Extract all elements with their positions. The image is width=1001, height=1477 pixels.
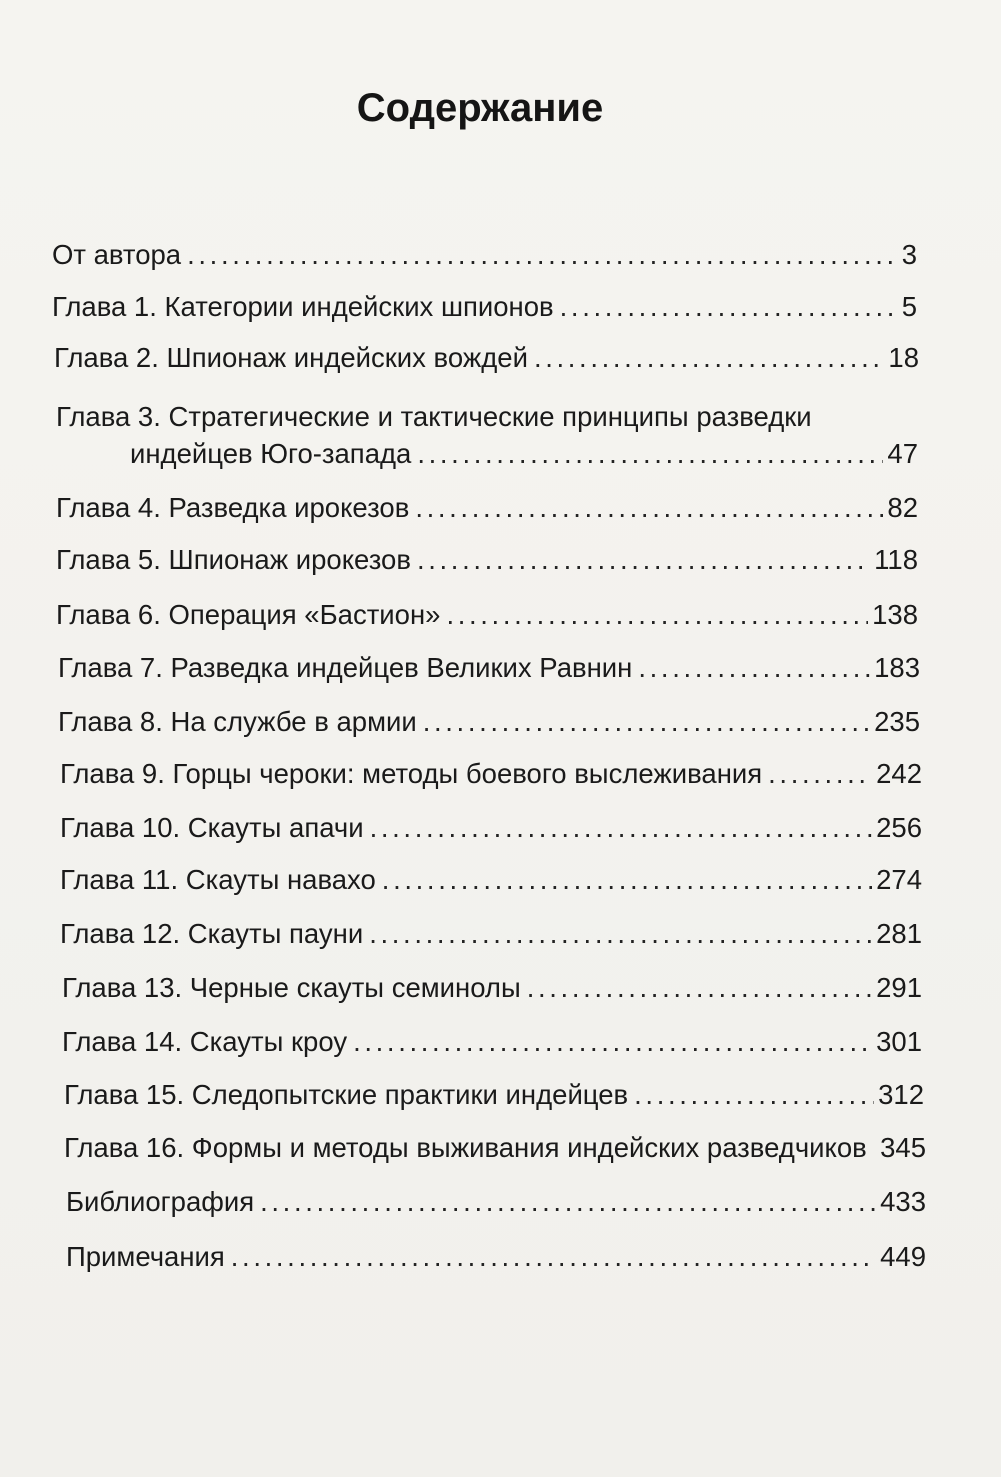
toc-entry-page: 433 bbox=[880, 1186, 926, 1217]
toc-entry-label: Глава 14. Скауты кроу bbox=[62, 1026, 348, 1057]
dot-leader bbox=[353, 1025, 872, 1059]
dot-leader bbox=[382, 863, 872, 897]
toc-entry-page: 242 bbox=[876, 758, 922, 789]
dot-leader bbox=[560, 290, 898, 324]
toc-entry-author[interactable] bbox=[52, 238, 917, 272]
toc-entry-chapter-13[interactable] bbox=[62, 971, 922, 1005]
dot-leader bbox=[231, 1240, 876, 1274]
toc-entry-chapter-4[interactable] bbox=[56, 491, 918, 525]
toc-entry-page: 281 bbox=[876, 918, 922, 949]
toc-entry-page: 256 bbox=[876, 812, 922, 843]
toc-entry-label: индейцев Юго-запада bbox=[130, 438, 412, 469]
toc-entry-notes[interactable] bbox=[66, 1240, 926, 1274]
toc-entry-chapter-9[interactable] bbox=[60, 757, 922, 791]
toc-entry-chapter-12[interactable] bbox=[60, 917, 922, 951]
toc-entry-label: Глава 9. Горцы чероки: методы боевого выслеживания bbox=[60, 758, 763, 789]
dot-leader bbox=[423, 705, 870, 739]
dot-leader bbox=[638, 651, 870, 685]
dot-leader bbox=[534, 341, 884, 375]
dot-leader bbox=[260, 1185, 876, 1219]
toc-entry-page: 5 bbox=[901, 291, 917, 322]
toc-entry-page: 3 bbox=[901, 239, 917, 270]
toc-entry-page: 183 bbox=[874, 652, 920, 683]
dot-leader bbox=[768, 757, 872, 791]
toc-entry-page: 274 bbox=[876, 864, 922, 895]
toc-entry-label: Глава 15. Следопытские практики индейцев bbox=[64, 1079, 629, 1110]
dot-leader bbox=[187, 238, 898, 272]
toc-entry-label: Глава 3. Стратегические и тактические принципы разведки bbox=[56, 401, 812, 432]
toc-entry-page: 449 bbox=[880, 1241, 926, 1272]
toc-entry-bibliography[interactable] bbox=[66, 1185, 926, 1219]
toc-entry-page: 345 bbox=[880, 1132, 926, 1163]
toc-entry-chapter-3[interactable] bbox=[130, 437, 918, 471]
toc-entry-chapter-2[interactable] bbox=[54, 341, 919, 375]
toc-entry-chapter-5[interactable] bbox=[56, 543, 918, 577]
toc-entry-label: Глава 7. Разведка индейцев Великих Равнин bbox=[58, 652, 633, 683]
dot-leader bbox=[446, 598, 868, 632]
toc-entry-chapter-6[interactable] bbox=[56, 598, 918, 632]
toc-entry-label: Глава 5. Шпионаж ирокезов bbox=[56, 544, 411, 575]
toc-entry-label: Библиография bbox=[66, 1186, 255, 1217]
dot-leader bbox=[369, 917, 872, 951]
toc-entry-chapter-7[interactable] bbox=[58, 651, 920, 685]
toc-entry-label: Глава 10. Скауты апачи bbox=[60, 812, 364, 843]
dot-leader bbox=[417, 437, 883, 471]
toc-entry-chapter-1[interactable] bbox=[52, 290, 917, 324]
toc-entry-label: Глава 6. Операция «Бастион» bbox=[56, 599, 441, 630]
toc-entry-label: Глава 16. Формы и методы выживания индейских разведчиков bbox=[64, 1132, 867, 1163]
toc-entry-label: Глава 8. На службе в армии bbox=[58, 706, 417, 737]
toc-entry-chapter-15[interactable] bbox=[64, 1078, 924, 1112]
dot-leader bbox=[370, 811, 873, 845]
toc-entry-label: Глава 12. Скауты пауни bbox=[60, 918, 364, 949]
toc-entry-label: Глава 11. Скауты навахо bbox=[60, 864, 376, 895]
toc-entry-chapter-8[interactable] bbox=[58, 705, 920, 739]
dot-leader bbox=[417, 543, 870, 577]
dot-leader bbox=[527, 971, 872, 1005]
dot-leader bbox=[634, 1078, 874, 1112]
toc-entry-page: 18 bbox=[888, 342, 919, 373]
dot-leader bbox=[873, 1131, 874, 1165]
toc-entry-label: Глава 4. Разведка ирокезов bbox=[56, 492, 410, 523]
toc-entry-page: 82 bbox=[887, 492, 918, 523]
toc-entry-page: 291 bbox=[876, 972, 922, 1003]
toc-entry-chapter-14[interactable] bbox=[62, 1025, 922, 1059]
toc-entry-chapter-3-line-1[interactable] bbox=[56, 400, 921, 434]
page-title: Содержание bbox=[356, 86, 604, 130]
toc-entry-page: 118 bbox=[874, 544, 918, 575]
toc-entry-chapter-10[interactable] bbox=[60, 811, 922, 845]
toc-entry-page: 312 bbox=[878, 1079, 924, 1110]
toc-entry-page: 301 bbox=[876, 1026, 922, 1057]
toc-entry-page: 138 bbox=[872, 599, 918, 630]
toc-entry-label: Глава 1. Категории индейских шпионов bbox=[52, 291, 554, 322]
toc-entry-page: 47 bbox=[887, 438, 918, 469]
toc-entry-label: От автора bbox=[52, 239, 182, 270]
toc-entry-chapter-16[interactable] bbox=[64, 1131, 926, 1165]
toc-entry-label: Глава 13. Черные скауты семинолы bbox=[62, 972, 521, 1003]
toc-entry-label: Глава 2. Шпионаж индейских вождей bbox=[54, 342, 528, 373]
toc-entry-chapter-11[interactable] bbox=[60, 863, 922, 897]
toc-entry-label: Примечания bbox=[66, 1241, 225, 1272]
dot-leader bbox=[415, 491, 883, 525]
toc-entry-page: 235 bbox=[874, 706, 920, 737]
